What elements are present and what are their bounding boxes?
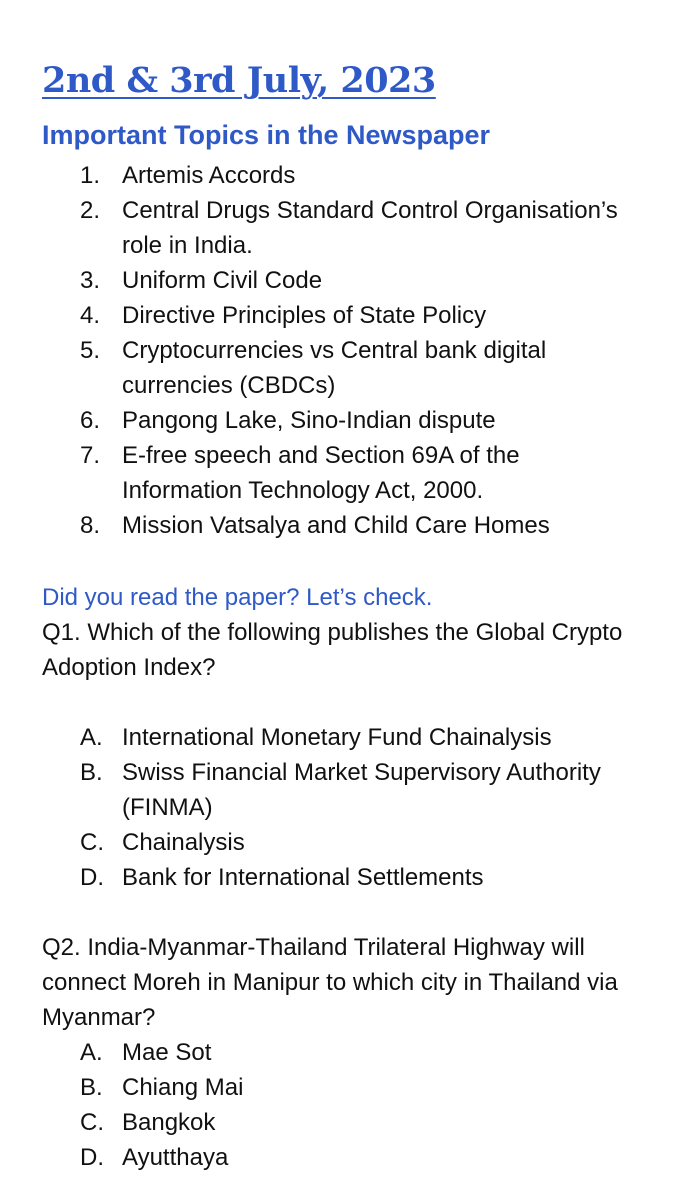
list-marker: 2. [80,197,101,224]
option-item [0,1035,642,1070]
option-text: Bank for International Settlements [122,864,484,891]
topic-text: Artemis Accords [122,162,296,189]
list-item [0,193,642,263]
question-1-options [0,720,642,895]
list-item [0,298,642,333]
option-item [0,825,642,860]
list-marker: 5. [80,337,101,364]
list-marker: 4. [80,302,101,329]
option-text: Chainalysis [122,829,245,856]
list-marker: 3. [80,267,101,294]
option-item [0,720,642,755]
topic-text: E-free speech and Section 69A of the Information Technology Act, 2000. [122,442,520,504]
list-item [0,438,642,508]
quiz-heading: Did you read the paper? Let’s check. [42,584,433,611]
option-text: Mae Sot [122,1039,212,1066]
option-text: Ayutthaya [122,1144,229,1171]
option-item [0,1070,642,1105]
list-item [0,508,642,543]
option-item [0,1105,642,1140]
option-text: International Monetary Fund Chainalysis [122,724,552,751]
list-item [0,158,642,193]
list-item [0,263,642,298]
topic-text: Pangong Lake, Sino-Indian dispute [122,407,496,434]
question-1: Q1. Which of the following publishes the Global Crypto Adoption Index? [42,619,623,681]
option-item [0,1140,642,1175]
option-marker: C. [80,1109,104,1136]
list-marker: 1. [80,162,101,189]
list-marker: 7. [80,442,101,469]
date-title: 2nd & 3rd July, 2023 [42,60,436,101]
option-marker: D. [80,864,104,891]
list-marker: 6. [80,407,101,434]
option-item [0,860,642,895]
section-heading: Important Topics in the Newspaper [42,120,491,150]
option-item [0,755,642,825]
topic-text: Central Drugs Standard Control Organisation’s role in India. [122,197,618,259]
list-item [0,333,642,403]
option-marker: A. [80,724,103,751]
option-marker: B. [80,759,103,786]
option-text: Swiss Financial Market Supervisory Authority (FINMA) [122,759,601,821]
option-marker: A. [80,1039,103,1066]
topic-text: Mission Vatsalya and Child Care Homes [122,512,550,539]
option-text: Bangkok [122,1109,216,1136]
option-marker: D. [80,1144,104,1171]
option-text: Chiang Mai [122,1074,244,1101]
list-marker: 8. [80,512,101,539]
topics-list [0,158,642,543]
option-marker: C. [80,829,104,856]
list-item [0,403,642,438]
topic-text: Cryptocurrencies vs Central bank digital currencies (CBDCs) [122,337,547,399]
topic-text: Uniform Civil Code [122,267,323,294]
topic-text: Directive Principles of State Policy [122,302,487,329]
option-marker: B. [80,1074,103,1101]
question-2: Q2. India-Myanmar-Thailand Trilateral Highway will connect Moreh in Manipur to which city in Thailand via Myanmar? [42,934,618,1031]
question-2-options [0,1035,642,1175]
